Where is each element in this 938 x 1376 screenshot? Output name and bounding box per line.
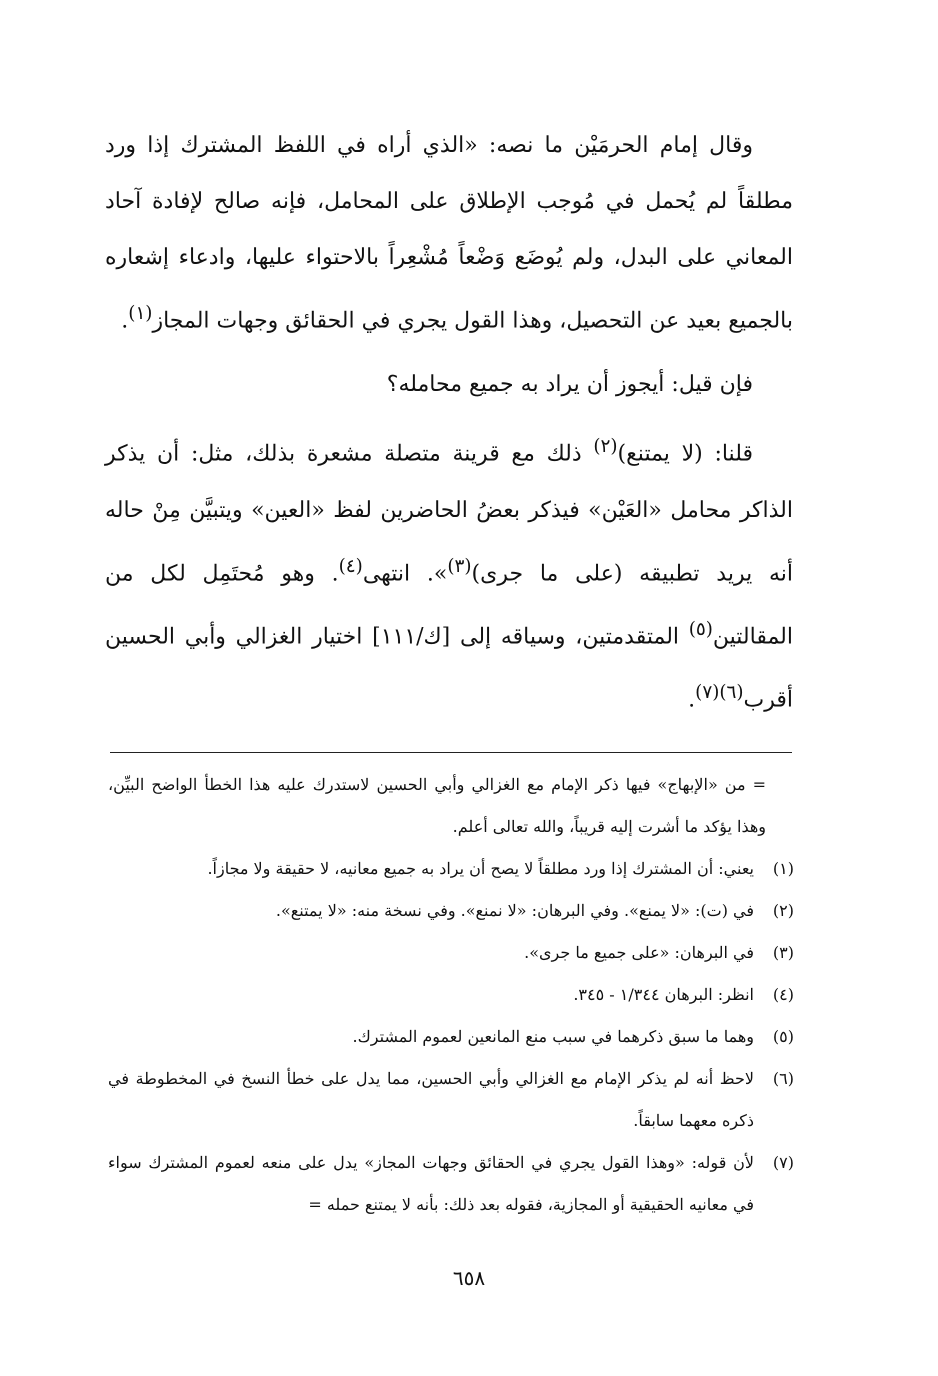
footnote-text: انظر: البرهان ١/٣٤٤ - ٣٤٥. — [573, 985, 754, 1004]
footnote-item — [108, 1058, 794, 1142]
footnote-text: لأن قوله: «وهذا القول يجري في الحقائق وجهات المجاز» يدل على منعه لعموم المشترك سواء في معانيه الحقيقية أو المجازية، فقوله بعد ذلك: بأنه لا يمتنع حمله = — [108, 1153, 754, 1214]
footnote-item — [108, 1016, 794, 1058]
footnote-item — [108, 932, 794, 974]
main-text — [105, 118, 793, 729]
footnote-ref: (٦)(٧) — [695, 682, 744, 704]
footnote-item — [108, 890, 794, 932]
footnotes — [108, 764, 794, 1226]
footnote-text: وهما ما سبق ذكرهما في سبب منع المانعين لعموم المشترك. — [352, 1027, 754, 1046]
footnote-ref: (٤) — [338, 555, 363, 577]
footnote-number: (٢) — [772, 901, 794, 920]
footnote-number: (٤) — [772, 985, 794, 1004]
footnote-continuation: = من «الإبهاج» فيها ذكر الإمام مع الغزالي وأبي الحسين لاستدرك عليه هذا الخطأ الواضح البيِّن، وهذا يؤكد ما أشرت إليه قريباً، والله تعالى أعلم. — [108, 775, 766, 836]
footnote-ref: (٢) — [593, 436, 618, 458]
footnote-number: (٦) — [772, 1069, 794, 1088]
footnote-text: لاحظ أنه لم يذكر الإمام مع الغزالي وأبي الحسين، مما يدل على خطأ النسخ في المخطوطة في ذكره معهما سابقاً. — [108, 1069, 754, 1130]
footnote-text: في (ت): «لا يمنع». وفي البرهان: «لا نمنع». وفي نسخة منه: «لا يمتنع». — [275, 901, 754, 920]
footnote-text: في البرهان: «على جميع ما جرى». — [524, 943, 754, 962]
footnote-number: (١) — [772, 859, 794, 878]
paragraph-imam-quote: وقال إمام الحرمَيْن ما نصه: «الذي أراه في اللفظ المشترك إذا ورد مطلقاً لم يُحمل في مُوجب الإطلاق على المحامل، فإنه صالح لإفادة آحاد المعاني على البدل، ولم يُوضَع وَضْعاً مُشْعِراً بالاحتواء عليها، وادعاء إشعاره بالجميع بعيد عن التحصيل، وهذا القول يجري في الحقائق وجهات المجاز$^{(١)}$. — [105, 133, 793, 334]
paragraph-answer: قلنا: (لا يمتنع)$^{(٢)}$ ذلك مع قرينة متصلة مشعرة بذلك، مثل: أن يذكر الذاكر محامل «العَيْن» فيذكر بعضُ الحاضرين لفظ «العين» ويتبيَّن مِنْ حاله أنه يريد تطبيقه (على ما جرى)$^{(٣)}$». انتهى$^{(٤)}$. وهو مُحتَمِل لكل من المقالتين$^{(٥)}$ المتقدمتين، وسياقه إلى [ك/١١١] اختيار الغزالي وأبي الحسين أقرب$^{(٦)(٧)}$. — [105, 436, 793, 713]
footnote-number: (٣) — [772, 943, 794, 962]
page-number: ٦٥٨ — [452, 1266, 486, 1290]
footnote-item — [108, 848, 794, 890]
paragraph-question: فإن قيل: أيجوز أن يراد به جميع محامله؟ — [386, 372, 753, 398]
footnote-separator — [110, 752, 792, 753]
footnote-ref: (١) — [128, 303, 153, 324]
footnote-item — [108, 1142, 794, 1226]
footnote-number: (٧) — [772, 1153, 794, 1172]
footnote-ref: (٥) — [688, 618, 713, 640]
footnote-item — [108, 974, 794, 1016]
footnote-number: (٥) — [772, 1027, 794, 1046]
footnote-ref: (٣) — [447, 555, 472, 577]
footnote-text: يعني: أن المشترك إذا ورد مطلقاً لا يصح أن يراد به جميع معانيه، لا حقيقة ولا مجازاً. — [207, 859, 754, 878]
